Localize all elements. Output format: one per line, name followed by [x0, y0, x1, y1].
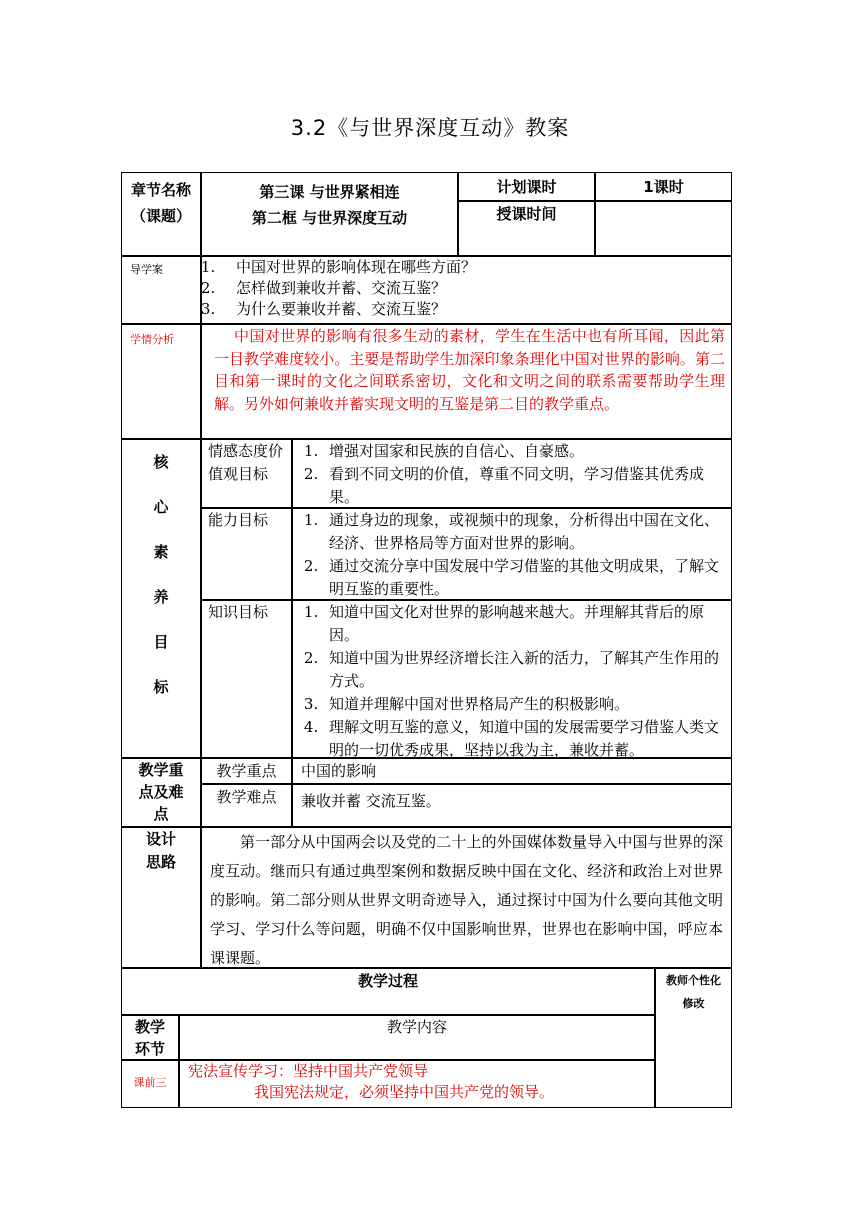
stage-content-line2: 我国宪法规定，必须坚持中国共产党的领导。 — [254, 1083, 555, 1101]
teach-time-label: 授课时间 — [496, 205, 557, 223]
focus-value-cell — [292, 758, 732, 784]
design-label-cell — [121, 827, 201, 968]
goal-item: 2. 通过交流分享中国发展中学习借鉴的其他文明成果，了解文明互鉴的重要性。 — [323, 555, 725, 601]
core-label-char: 心 — [153, 498, 169, 516]
plan-hours-value-cell — [595, 172, 732, 201]
design-label: 设计思路 — [145, 830, 176, 871]
goal-item: 3. 知道并理解中国对世界格局产生的积极影响。 — [323, 693, 725, 716]
core-label-cell — [121, 439, 201, 758]
stage-label-cell — [121, 1015, 179, 1060]
stage-label: 教学环节 — [134, 1018, 165, 1058]
goal-item-list — [295, 440, 725, 509]
goal-item: 1. 增强对国家和民族的自信心、自豪感。 — [323, 440, 725, 463]
teach-time-label-cell — [458, 201, 595, 256]
goal-label: 情感态度价值观目标 — [208, 442, 284, 483]
key-points-label: 教学重点及难点 — [138, 761, 184, 823]
analysis-label-cell — [121, 324, 201, 439]
stage-cell — [121, 1060, 179, 1108]
difficulty-value: 兼收并蓄 交流互鉴。 — [301, 792, 441, 810]
goal-label-cell — [201, 508, 292, 600]
core-label-char: 核 — [153, 453, 169, 471]
analysis-content-cell — [201, 324, 732, 439]
document-title: 3.2《与世界深度互动》教案 — [290, 116, 570, 140]
goal-item: 2. 看到不同文明的价值，尊重不同文明，学习借鉴其优秀成果。 — [323, 463, 725, 509]
guide-question: 2. 怎样做到兼收并蓄、交流互鉴？ — [220, 278, 727, 299]
goal-item: 1. 通过身边的现象，或视频中的现象，分析得出中国在文化、经济、世界格局等方面对世界的影响。 — [323, 509, 725, 555]
core-label-char: 养 — [153, 588, 169, 606]
guide-label-cell — [121, 256, 201, 324]
goal-item-list — [295, 509, 725, 601]
design-content-cell — [201, 827, 732, 968]
goal-item: 4. 理解文明互鉴的意义，知道中国的发展需要学习借鉴人类文明的一切优秀成果，坚持以我为主，兼收并蓄。 — [323, 716, 725, 762]
goal-label: 知识目标 — [208, 603, 269, 621]
core-label-char: 素 — [153, 543, 169, 561]
content-label-cell — [179, 1015, 655, 1060]
analysis-label: 学情分析 — [130, 333, 174, 346]
goal-item: 2. 知道中国为世界经济增长注入新的活力，了解其产生作用的方式。 — [323, 647, 725, 693]
goal-label-cell — [201, 600, 292, 758]
goal-label: 能力目标 — [208, 511, 269, 529]
goal-items-cell — [292, 439, 732, 508]
process-title: 教学过程 — [357, 972, 418, 990]
core-label-char: 目 — [153, 633, 169, 651]
design-text: 第一部分从中国两会以及党的二十上的外国媒体数量导入中国与世界的深度互动。继而只有通过典型案例和数据反映中国在文化、经济和政治上对世界的影响。第二部分则从世界文明奇迹导入，通过探讨中国为什么要向其他文明学习、学习什么等问题，明确不仅中国影响世界，世界也在影响中国，呼应本课课题。 — [210, 833, 723, 967]
analysis-text: 中国对世界的影响有很多生动的素材，学生在生活中也有所耳闻，因此第一目教学难度较小。主要是帮助学生加深印象条理化中国对世界的影响。第二目和第一课时的文化之间联系密切，文化和文明之间的联系需要帮助学生理解。另外如何兼收并蓄实现文明的互鉴是第二目的教学重点。 — [214, 327, 725, 413]
chapter-title-line1: 第三课 与世界紧相连 — [259, 183, 400, 201]
guide-label: 导学案 — [130, 263, 163, 276]
teacher-edit-label: 教师个性化修改 — [666, 974, 721, 1010]
chapter-title-cell — [201, 172, 458, 256]
goal-label-cell — [201, 439, 292, 508]
stage-name: 课前三 — [133, 1076, 167, 1089]
stage-content-line1: 宪法宣传学习：坚持中国共产党领导 — [188, 1062, 429, 1080]
plan-hours-label-cell — [458, 172, 595, 201]
goal-items-cell — [292, 508, 732, 600]
guide-question: 1. 中国对世界的影响体现在哪些方面？ — [220, 257, 727, 278]
goal-item-list — [295, 601, 725, 762]
plan-hours-value: 1课时 — [643, 178, 684, 196]
teacher-edit-label-cell — [655, 968, 732, 1108]
difficulty-label: 教学难点 — [216, 788, 277, 806]
goal-items-cell — [292, 600, 732, 758]
plan-hours-label: 计划课时 — [496, 178, 557, 196]
guide-question: 3. 为什么要兼收并蓄、交流互鉴？ — [220, 299, 727, 320]
focus-label-cell — [201, 758, 292, 784]
focus-label: 教学重点 — [216, 762, 277, 780]
content-label: 教学内容 — [386, 1018, 447, 1036]
guide-content-cell — [201, 256, 732, 324]
difficulty-label-cell — [201, 784, 292, 827]
stage-content-cell — [179, 1060, 655, 1108]
chapter-title-line2: 第二框 与世界深度互动 — [251, 209, 408, 227]
process-title-cell — [121, 968, 655, 1015]
teach-time-value-cell — [595, 201, 732, 256]
goal-item: 1. 知道中国文化对世界的影响越来越大。并理解其背后的原因。 — [323, 601, 725, 647]
difficulty-value-cell — [292, 784, 732, 827]
focus-value: 中国的影响 — [301, 762, 377, 780]
core-label-char: 标 — [153, 678, 169, 696]
guide-question-list — [206, 257, 727, 320]
key-points-label-cell — [121, 758, 201, 827]
chapter-label-cell — [121, 172, 201, 256]
chapter-label: 章节名称（课题） — [130, 181, 191, 225]
